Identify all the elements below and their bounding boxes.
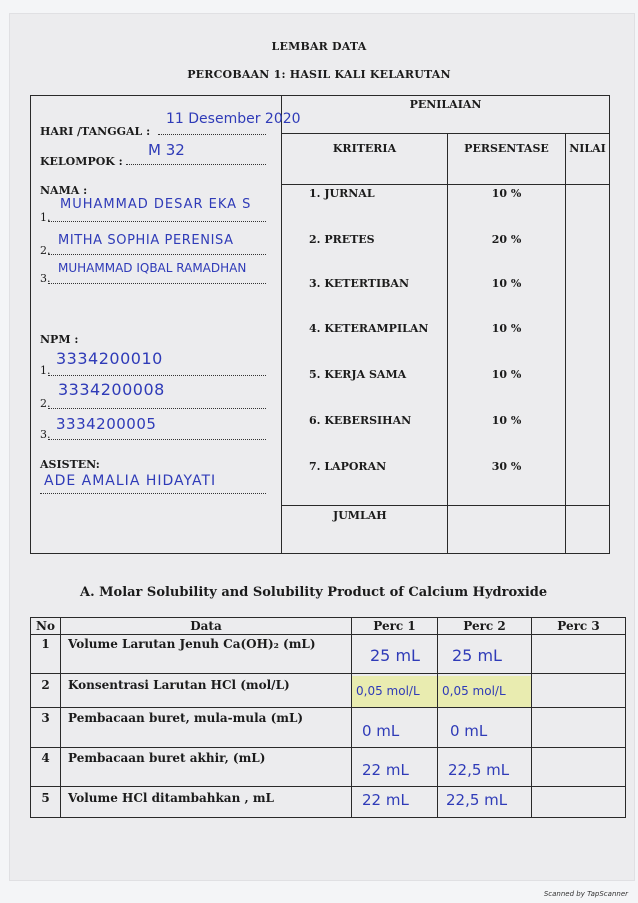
row-2-data: Konsentrasi Larutan HCl (mol/L) <box>68 678 290 692</box>
col-nilai: NILAI <box>569 142 606 155</box>
page-subtitle: PERCOBAAN 1: HASIL KALI KELARUTAN <box>187 68 451 81</box>
header-data: Data <box>190 619 222 633</box>
row-5-data: Volume HCl ditambahkan , mL <box>68 791 274 805</box>
row-3-perc-1: 0 mL <box>362 722 400 740</box>
row-5-perc-1: 22 mL <box>362 791 409 809</box>
asisten-value: ADE AMALIA HIDAYATI <box>44 473 217 489</box>
row-4-perc-1: 22 mL <box>362 761 409 779</box>
row-1-no: 1 <box>41 637 50 651</box>
row-4-data: Pembacaan buret akhir, (mL) <box>68 751 266 765</box>
npm-num-2: 2. <box>40 397 51 410</box>
kriteria-1: 1. JURNAL <box>309 187 375 200</box>
header-no: No <box>36 619 55 633</box>
jumlah-label: JUMLAH <box>333 509 387 522</box>
npm-2: 3334200008 <box>58 380 165 399</box>
row-1-perc-2: 25 mL <box>452 646 502 665</box>
persen-4: 10 % <box>491 322 522 335</box>
kriteria-4: 4. KETERAMPILAN <box>309 322 429 335</box>
section-a-title: A. Molar Solubility and Solubility Product of Calcium Hydroxide <box>80 585 548 600</box>
kriteria-5: 5. KERJA SAMA <box>309 368 407 381</box>
scanner-footer: Scanned by TapScanner <box>543 890 628 898</box>
npm-num-1: 1. <box>40 364 51 377</box>
npm-1: 3334200010 <box>56 349 163 368</box>
row-3-no: 3 <box>41 711 50 725</box>
kelompok-value: M 32 <box>148 141 185 159</box>
row-1-perc-1: 25 mL <box>370 646 420 665</box>
nama-num-1: 1. <box>40 211 51 224</box>
row-4-perc-2: 22,5 mL <box>448 761 510 779</box>
col-kriteria: KRITERIA <box>332 142 397 155</box>
persen-3: 10 % <box>491 277 522 290</box>
kriteria-3: 3. KETERTIBAN <box>309 277 409 290</box>
kriteria-2: 2. PRETES <box>309 233 375 246</box>
col-persentase: PERSENTASE <box>464 142 549 155</box>
npm-label: NPM : <box>40 333 79 346</box>
persen-6: 10 % <box>491 414 522 427</box>
nama-label: NAMA : <box>40 184 88 197</box>
header-perc-3: Perc 3 <box>557 619 600 633</box>
npm-3: 3334200005 <box>56 415 157 433</box>
penilaian-title: PENILAIAN <box>409 98 482 111</box>
row-3-perc-2: 0 mL <box>450 722 488 740</box>
row-2-perc-1: 0,05 mol/L <box>356 684 420 698</box>
row-2-no: 2 <box>41 678 50 692</box>
row-5-no: 5 <box>41 791 50 805</box>
kriteria-7: 7. LAPORAN <box>309 460 387 473</box>
nama-2: MITHA SOPHIA PERENISA <box>58 233 234 248</box>
persen-1: 10 % <box>491 187 522 200</box>
nama-3: MUHAMMAD IQBAL RAMADHAN <box>58 261 247 275</box>
persen-7: 30 % <box>491 460 522 473</box>
row-2-perc-2: 0,05 mol/L <box>442 684 506 698</box>
row-1-data: Volume Larutan Jenuh Ca(OH)₂ (mL) <box>68 637 316 651</box>
row-4-no: 4 <box>41 751 50 765</box>
hari-value: 11 Desember 2020 <box>166 111 301 127</box>
nama-num-2: 2. <box>40 244 51 257</box>
header-perc-2: Perc 2 <box>463 619 506 633</box>
nama-num-3: 3. <box>40 272 51 285</box>
persen-5: 10 % <box>491 368 522 381</box>
header-perc-1: Perc 1 <box>373 619 416 633</box>
page-title: LEMBAR DATA <box>271 40 367 53</box>
nama-1: MUHAMMAD DESAR EKA S <box>60 197 252 212</box>
row-3-data: Pembacaan buret, mula-mula (mL) <box>68 711 304 725</box>
asisten-label: ASISTEN: <box>40 458 100 471</box>
row-5-perc-2: 22,5 mL <box>446 791 508 809</box>
hari-label: HARI /TANGGAL : <box>40 125 151 138</box>
persen-2: 20 % <box>491 233 522 246</box>
kelompok-label: KELOMPOK : <box>40 155 123 168</box>
kriteria-6: 6. KEBERSIHAN <box>309 414 412 427</box>
npm-num-3: 3. <box>40 428 51 441</box>
